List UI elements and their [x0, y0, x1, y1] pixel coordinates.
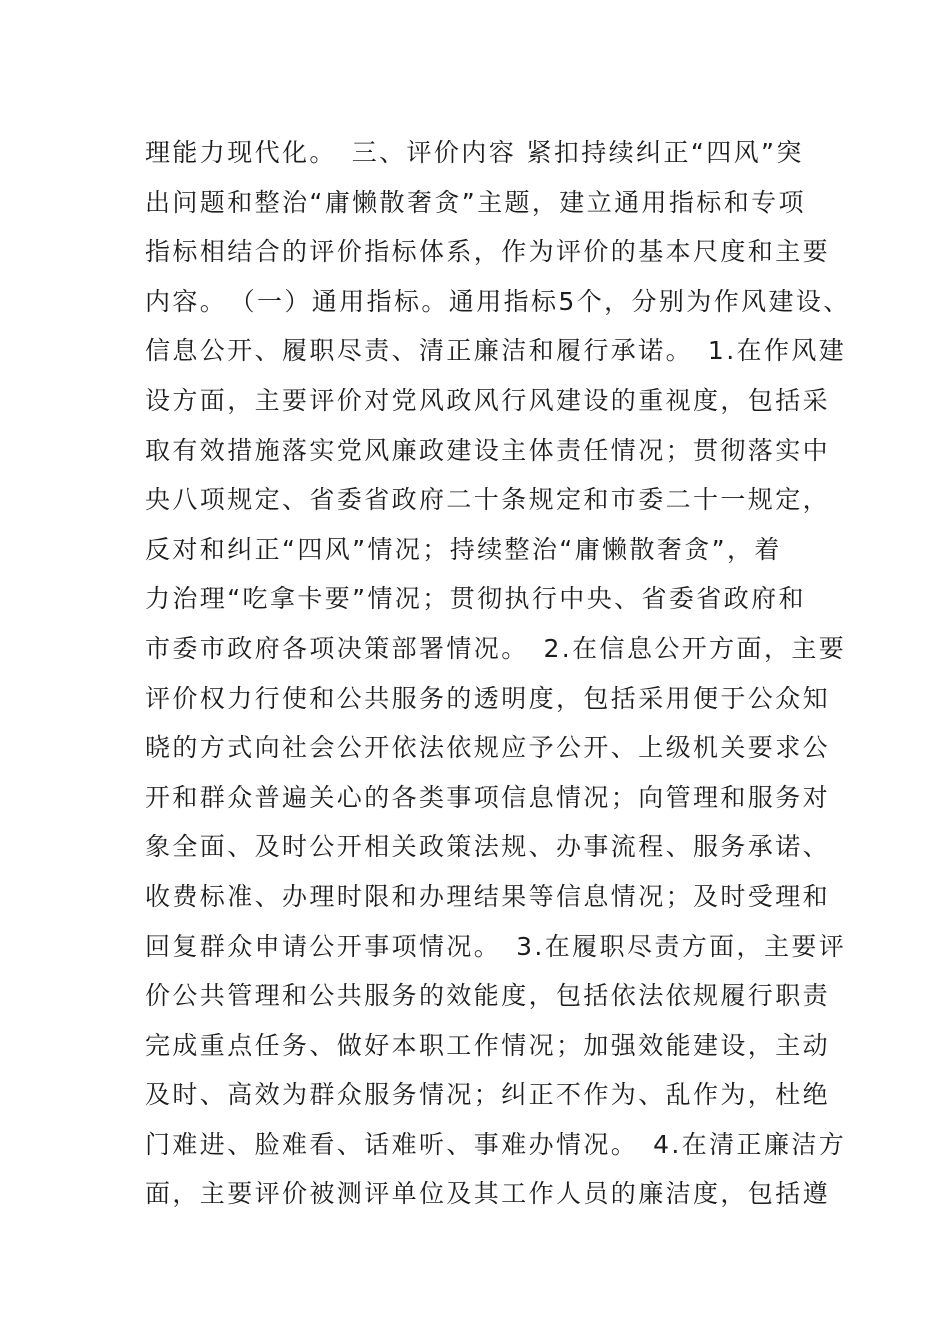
- text-line-16: 收费标准、办理时限和办理结果等信息情况；及时受理和: [145, 881, 831, 911]
- text-line-1: 理能力现代化。 三、评价内容 紧扣持续纠正“四风”突: [145, 138, 804, 167]
- text-line-11: 市委市政府各项决策部署情况。 2.在信息公开方面，主要: [145, 633, 847, 663]
- text-line-3: 指标相结合的评价指标体系，作为评价的基本尺度和主要: [145, 237, 831, 267]
- text-line-19: 完成重点任务、做好本职工作情况；加强效能建设，主动: [145, 1030, 831, 1060]
- text-line-18: 价公共管理和公共服务的效能度，包括依法依规履行职责: [145, 981, 831, 1011]
- text-line-15: 象全面、及时公开相关政策法规、办事流程、服务承诺、: [145, 832, 831, 862]
- text-line-9: 反对和纠正“四风”情况；持续整治“庸懒散奢贪”，着: [145, 534, 782, 564]
- text-line-22: 面，主要评价被测评单位及其工作人员的廉洁度，包括遵: [145, 1179, 831, 1209]
- text-line-2: 出问题和整治“庸懒散奢贪”主题，建立通用指标和专项: [145, 187, 806, 217]
- text-line-4: 内容。 （一）通用指标。通用指标5个，分别为作风建设、: [145, 286, 851, 316]
- text-line-17: 回复群众申请公开事项情况。 3.在履职尽责方面，主要评: [145, 931, 847, 961]
- text-line-7: 取有效措施落实党风廉政建设主体责任情况；贯彻落实中: [145, 435, 831, 465]
- text-line-6: 设方面，主要评价对党风政风行风建设的重视度，包括采: [145, 385, 831, 415]
- text-line-20: 及时、高效为群众服务情况；纠正不作为、乱作为，杜绝: [145, 1080, 831, 1110]
- text-line-21: 门难进、脸难看、话难听、事难办情况。 4.在清正廉洁方: [145, 1129, 847, 1159]
- text-line-12: 评价权力行使和公共服务的透明度，包括采用便于公众知: [145, 683, 831, 713]
- text-line-13: 晓的方式向社会公开依法依规应予公开、上级机关要求公: [145, 733, 831, 763]
- text-line-8: 央八项规定、省委省政府二十条规定和市委二十一规定，: [145, 485, 831, 515]
- text-line-14: 开和群众普遍关心的各类事项信息情况；向管理和服务对: [145, 782, 831, 812]
- body-text: [145, 128, 851, 1219]
- text-line-5: 信息公开、履职尽责、清正廉洁和履行承诺。 1.在作风建: [145, 336, 847, 366]
- text-line-10: 力治理“吃拿卡要”情况；贯彻执行中央、省委省政府和: [145, 584, 806, 614]
